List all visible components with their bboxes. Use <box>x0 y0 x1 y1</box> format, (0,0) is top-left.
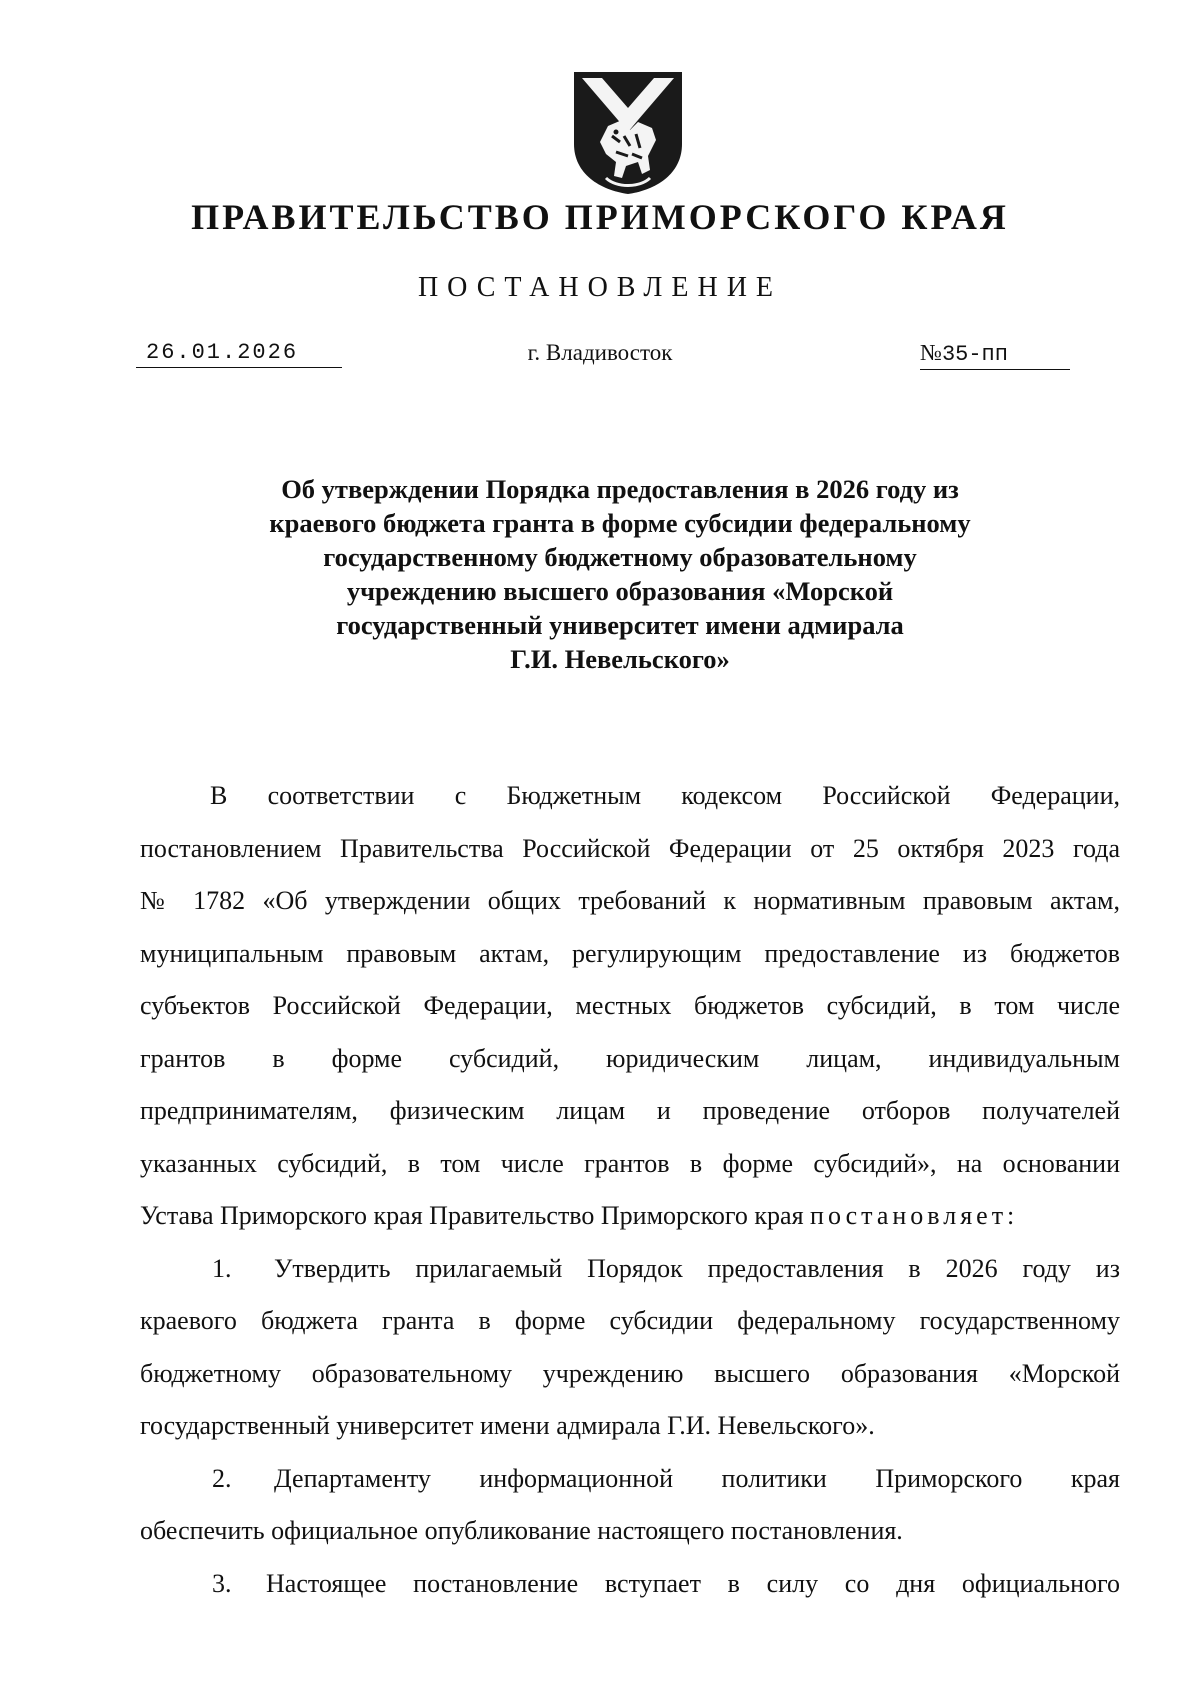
document-body <box>140 770 1120 1610</box>
document-date: 26.01.2026 <box>136 340 342 368</box>
list-item-line: бюджетному образовательному учреждению высшего образования «Морской <box>140 1358 1120 1388</box>
document-city: г. Владивосток <box>527 340 673 365</box>
list-item-3: 3. Настоящее постановление вступает в силу со дня официального <box>140 1558 1120 1611</box>
preamble-line: предпринимателям, физическим лицам и проведение отборов получателей <box>140 1096 1120 1125</box>
item-number: 1. <box>212 1253 232 1283</box>
preamble-line: постановлением Правительства Российской Федерации от 25 октября 2023 года <box>140 833 1120 863</box>
heading-line: государственному бюджетному образовательному <box>323 542 917 572</box>
document-meta-row <box>0 340 1200 380</box>
number-sign: № <box>920 340 942 365</box>
heading-line: краевого бюджета гранта в форме субсидии федеральному <box>269 508 971 538</box>
primorsky-coat-of-arms-icon <box>572 70 684 196</box>
item-number: 3. <box>212 1568 232 1598</box>
list-item-1: 1. Утвердить прилагаемый Порядок предоставления в 2026 году из <box>140 1243 1120 1296</box>
preamble-line: субъектов Российской Федерации, местных бюджетов субсидий, в том числе <box>140 991 1120 1020</box>
list-item-line: обеспечить официальное опубликование настоящего постановления. <box>140 1516 903 1545</box>
list-item-2: 2. Департаменту информационной политики Приморского края <box>140 1453 1120 1506</box>
preamble-line: № 1782 «Об утверждении общих требований к нормативным правовым актам, <box>140 886 1120 915</box>
preamble-line: грантов в форме субсидий, юридическим лицам, индивидуальным <box>140 1043 1120 1073</box>
preamble-line: В соответствии с Бюджетным кодексом Российской Федерации, <box>210 781 1120 810</box>
heading-line: государственный университет имени адмирала <box>336 610 904 640</box>
document-number <box>920 340 1070 370</box>
heading-line: Об утверждении Порядка предоставления в 2026 году из <box>281 474 959 504</box>
preamble-line-last: Устава Приморского края Правительство Приморского края постановляет: <box>140 1201 1019 1230</box>
organization-title: ПРАВИТЕЛЬСТВО ПРИМОРСКОГО КРАЯ <box>191 197 1009 237</box>
list-item-line: государственный университет имени адмирала Г.И. Невельского». <box>140 1411 875 1440</box>
item-number: 2. <box>212 1463 232 1493</box>
list-item-line: краевого бюджета гранта в форме субсидии федеральному государственному <box>140 1306 1120 1335</box>
preamble-line: указанных субсидий, в том числе грантов в форме субсидий», на основании <box>140 1148 1120 1178</box>
preamble-line: муниципальным правовым актам, регулирующим предоставление из бюджетов <box>140 938 1120 968</box>
number-value: 35-пп <box>941 342 1008 367</box>
heading-line: учреждению высшего образования «Морской <box>346 576 894 606</box>
heading-line: Г.И. Невельского» <box>510 644 730 674</box>
document-type: ПОСТАНОВЛЕНИЕ <box>417 272 783 303</box>
decision-word: постановляет: <box>810 1201 1019 1230</box>
document-heading <box>200 472 1040 676</box>
